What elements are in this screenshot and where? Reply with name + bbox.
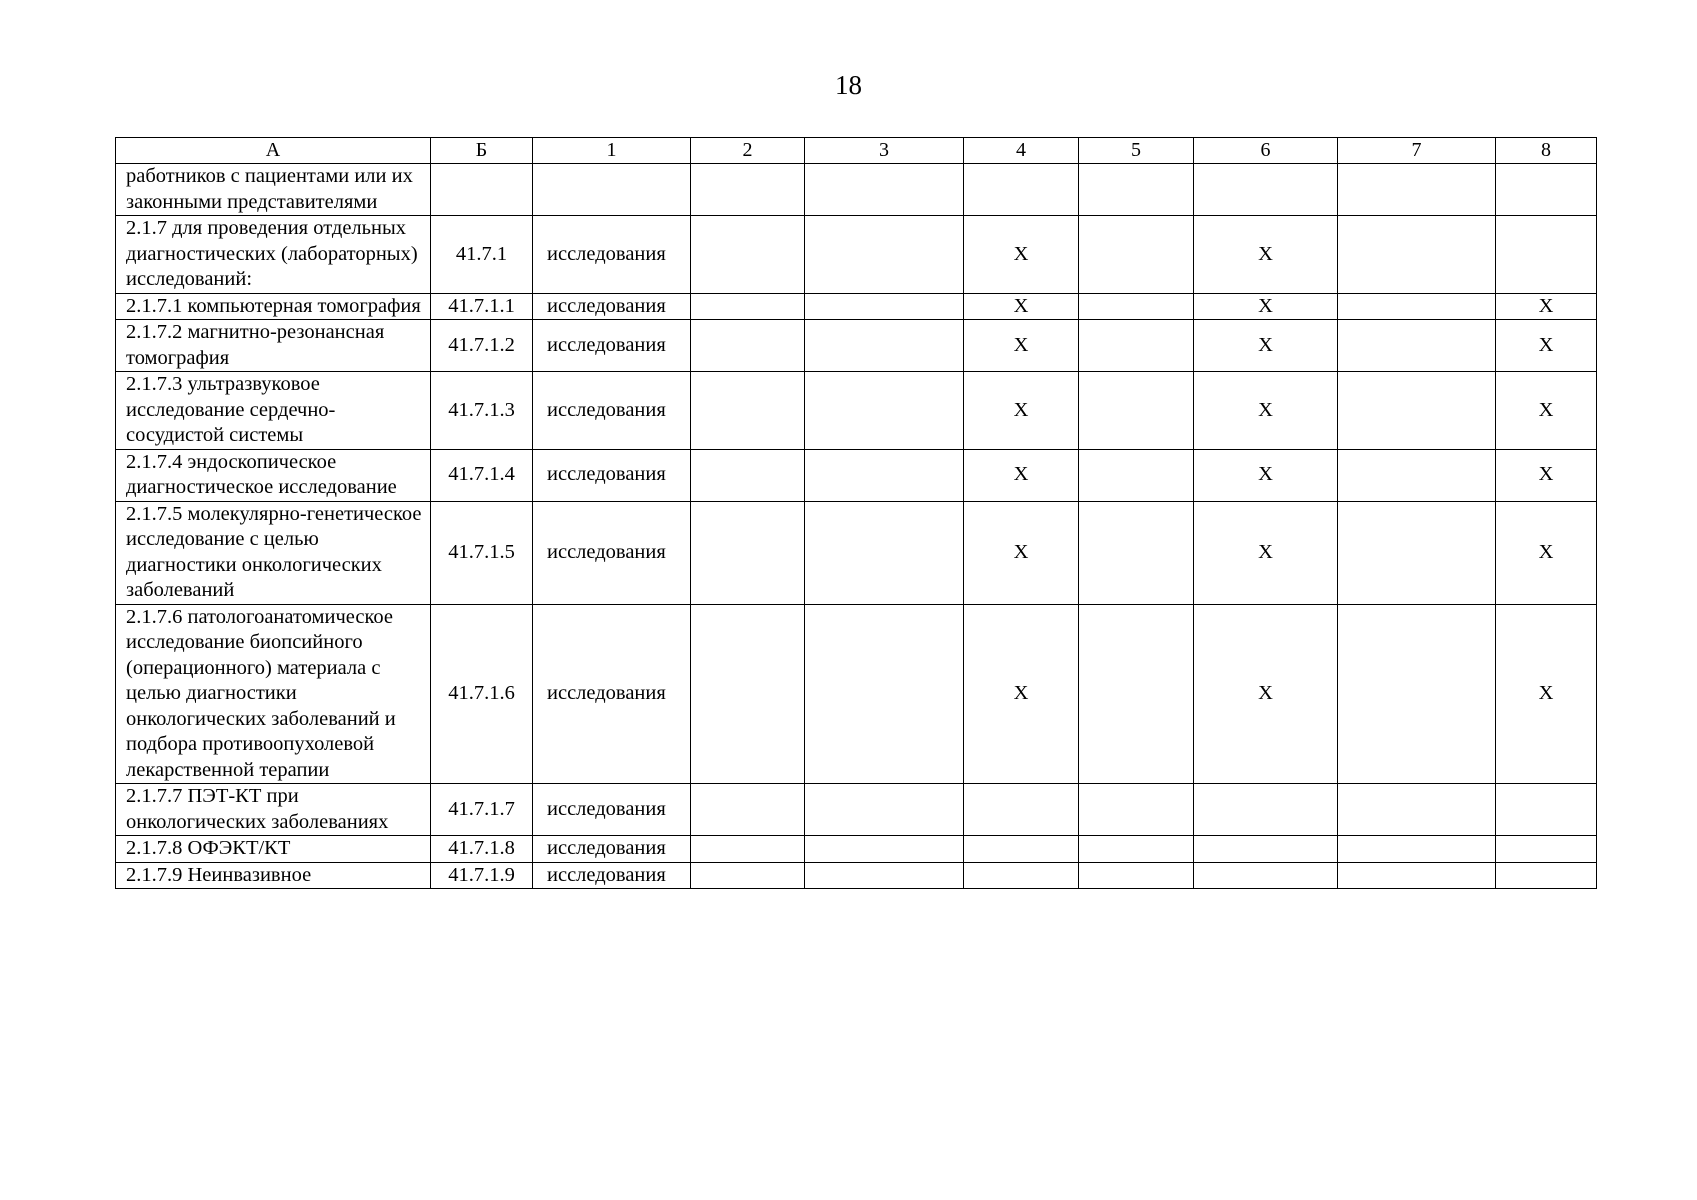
table-cell: X: [964, 501, 1079, 604]
table-body: [116, 164, 1597, 889]
table-cell: [1194, 784, 1338, 836]
table-cell: [1338, 164, 1496, 216]
table-cell: [1496, 836, 1597, 863]
table-cell: [691, 164, 805, 216]
table-cell: 41.7.1.2: [431, 320, 533, 372]
column-header: 4: [964, 138, 1079, 164]
table-cell: исследования: [533, 501, 691, 604]
table-cell: [691, 449, 805, 501]
table-cell: 2.1.7.4 эндоскопическое диагностическое исследование: [116, 449, 431, 501]
table-cell: [691, 862, 805, 889]
table-header-row: [116, 138, 1597, 164]
table-cell: 2.1.7.9 Неинвазивное: [116, 862, 431, 889]
table-cell: 41.7.1.1: [431, 293, 533, 320]
table-cell: [1079, 216, 1194, 294]
table-cell: [1079, 501, 1194, 604]
table-cell: [805, 862, 964, 889]
table-cell: 41.7.1.8: [431, 836, 533, 863]
table-cell: X: [964, 449, 1079, 501]
table-cell: исследования: [533, 372, 691, 450]
table-cell: X: [1496, 604, 1597, 784]
table-cell: [1496, 164, 1597, 216]
table-cell: [1338, 320, 1496, 372]
table-cell: исследования: [533, 449, 691, 501]
table-cell: 41.7.1: [431, 216, 533, 294]
table-cell: [805, 784, 964, 836]
table-cell: [1338, 449, 1496, 501]
table-cell: X: [964, 372, 1079, 450]
table-row: [116, 320, 1597, 372]
table-cell: [691, 501, 805, 604]
table-cell: [1079, 164, 1194, 216]
table-cell: [691, 216, 805, 294]
table-cell: X: [1194, 320, 1338, 372]
table-cell: 2.1.7.6 патологоанатомическое исследование биопсийного (операционного) материала с целью диагностики онкологических заболеваний и подбора противоопухолевой лекарственной терапии: [116, 604, 431, 784]
table-cell: [1079, 293, 1194, 320]
table-cell: [805, 320, 964, 372]
table-cell: [805, 216, 964, 294]
table-row: [116, 216, 1597, 294]
table-cell: X: [1194, 501, 1338, 604]
table-cell: X: [1194, 604, 1338, 784]
table-row: [116, 836, 1597, 863]
table-cell: [1194, 862, 1338, 889]
table-cell: исследования: [533, 862, 691, 889]
table-cell: X: [964, 604, 1079, 784]
table-cell: исследования: [533, 784, 691, 836]
table-cell: X: [1496, 293, 1597, 320]
table-cell: [1079, 320, 1194, 372]
table-cell: [1338, 372, 1496, 450]
table-cell: исследования: [533, 320, 691, 372]
table-cell: [533, 164, 691, 216]
table-cell: 2.1.7.5 молекулярно-генетическое исследование с целью диагностики онкологических заболеваний: [116, 501, 431, 604]
table-cell: [805, 836, 964, 863]
table-cell: работников с пациентами или их законными представителями: [116, 164, 431, 216]
page-number: 18: [835, 70, 862, 100]
column-header: Б: [431, 138, 533, 164]
table-cell: [431, 164, 533, 216]
table-cell: X: [1194, 372, 1338, 450]
table-cell: X: [1194, 293, 1338, 320]
table-row: [116, 449, 1597, 501]
table-cell: X: [964, 216, 1079, 294]
column-header: 8: [1496, 138, 1597, 164]
table-cell: 41.7.1.4: [431, 449, 533, 501]
table-cell: X: [964, 320, 1079, 372]
table-cell: X: [1194, 216, 1338, 294]
table-cell: исследования: [533, 293, 691, 320]
column-header: 1: [533, 138, 691, 164]
table-cell: [691, 836, 805, 863]
table-cell: 41.7.1.9: [431, 862, 533, 889]
column-header: 2: [691, 138, 805, 164]
table-cell: X: [1496, 449, 1597, 501]
table-row: [116, 501, 1597, 604]
column-header: 3: [805, 138, 964, 164]
table-cell: [1338, 216, 1496, 294]
table-cell: [1079, 784, 1194, 836]
table-cell: X: [964, 293, 1079, 320]
table-cell: [691, 604, 805, 784]
table-cell: [1079, 862, 1194, 889]
table-cell: [1496, 784, 1597, 836]
table-cell: [805, 372, 964, 450]
table-cell: 41.7.1.5: [431, 501, 533, 604]
table-cell: [805, 449, 964, 501]
table-cell: [1079, 449, 1194, 501]
table-row: [116, 862, 1597, 889]
table-cell: [1496, 862, 1597, 889]
table-row: [116, 372, 1597, 450]
table-cell: [1079, 372, 1194, 450]
table-row: [116, 604, 1597, 784]
column-header: 6: [1194, 138, 1338, 164]
table-cell: [691, 372, 805, 450]
table-cell: X: [1194, 449, 1338, 501]
column-header: 7: [1338, 138, 1496, 164]
table-cell: [1338, 836, 1496, 863]
table-cell: 41.7.1.7: [431, 784, 533, 836]
table-cell: 41.7.1.6: [431, 604, 533, 784]
table-row: [116, 293, 1597, 320]
table-cell: 41.7.1.3: [431, 372, 533, 450]
table-cell: [1079, 836, 1194, 863]
table-cell: [691, 784, 805, 836]
table-cell: исследования: [533, 604, 691, 784]
table-cell: [964, 164, 1079, 216]
table-cell: [1338, 501, 1496, 604]
table-cell: 2.1.7.1 компьютерная томография: [116, 293, 431, 320]
column-header: 5: [1079, 138, 1194, 164]
table-cell: X: [1496, 501, 1597, 604]
table-cell: [691, 293, 805, 320]
table-cell: 2.1.7 для проведения отдельных диагностических (лабораторных) исследований:: [116, 216, 431, 294]
table-cell: [1194, 836, 1338, 863]
table-cell: [1338, 862, 1496, 889]
table-cell: [964, 784, 1079, 836]
table-cell: X: [1496, 372, 1597, 450]
table-cell: исследования: [533, 216, 691, 294]
table-cell: исследования: [533, 836, 691, 863]
table-cell: [1079, 604, 1194, 784]
table-cell: [1338, 784, 1496, 836]
table-cell: [1194, 164, 1338, 216]
column-header: А: [116, 138, 431, 164]
table-cell: [691, 320, 805, 372]
table-cell: [805, 501, 964, 604]
table-row: [116, 784, 1597, 836]
table-cell: 2.1.7.2 магнитно-резонансная томография: [116, 320, 431, 372]
table-cell: [805, 604, 964, 784]
table-cell: [805, 293, 964, 320]
table-cell: [964, 862, 1079, 889]
table-cell: 2.1.7.8 ОФЭКТ/КТ: [116, 836, 431, 863]
table-row: [116, 164, 1597, 216]
table-cell: 2.1.7.3 ультразвуковое исследование сердечно-сосудистой системы: [116, 372, 431, 450]
table-cell: [1496, 216, 1597, 294]
table-cell: [964, 836, 1079, 863]
data-table: [115, 137, 1597, 889]
table-cell: 2.1.7.7 ПЭТ-КТ при онкологических заболеваниях: [116, 784, 431, 836]
table-cell: X: [1496, 320, 1597, 372]
table-cell: [805, 164, 964, 216]
table-cell: [1338, 604, 1496, 784]
table-cell: [1338, 293, 1496, 320]
